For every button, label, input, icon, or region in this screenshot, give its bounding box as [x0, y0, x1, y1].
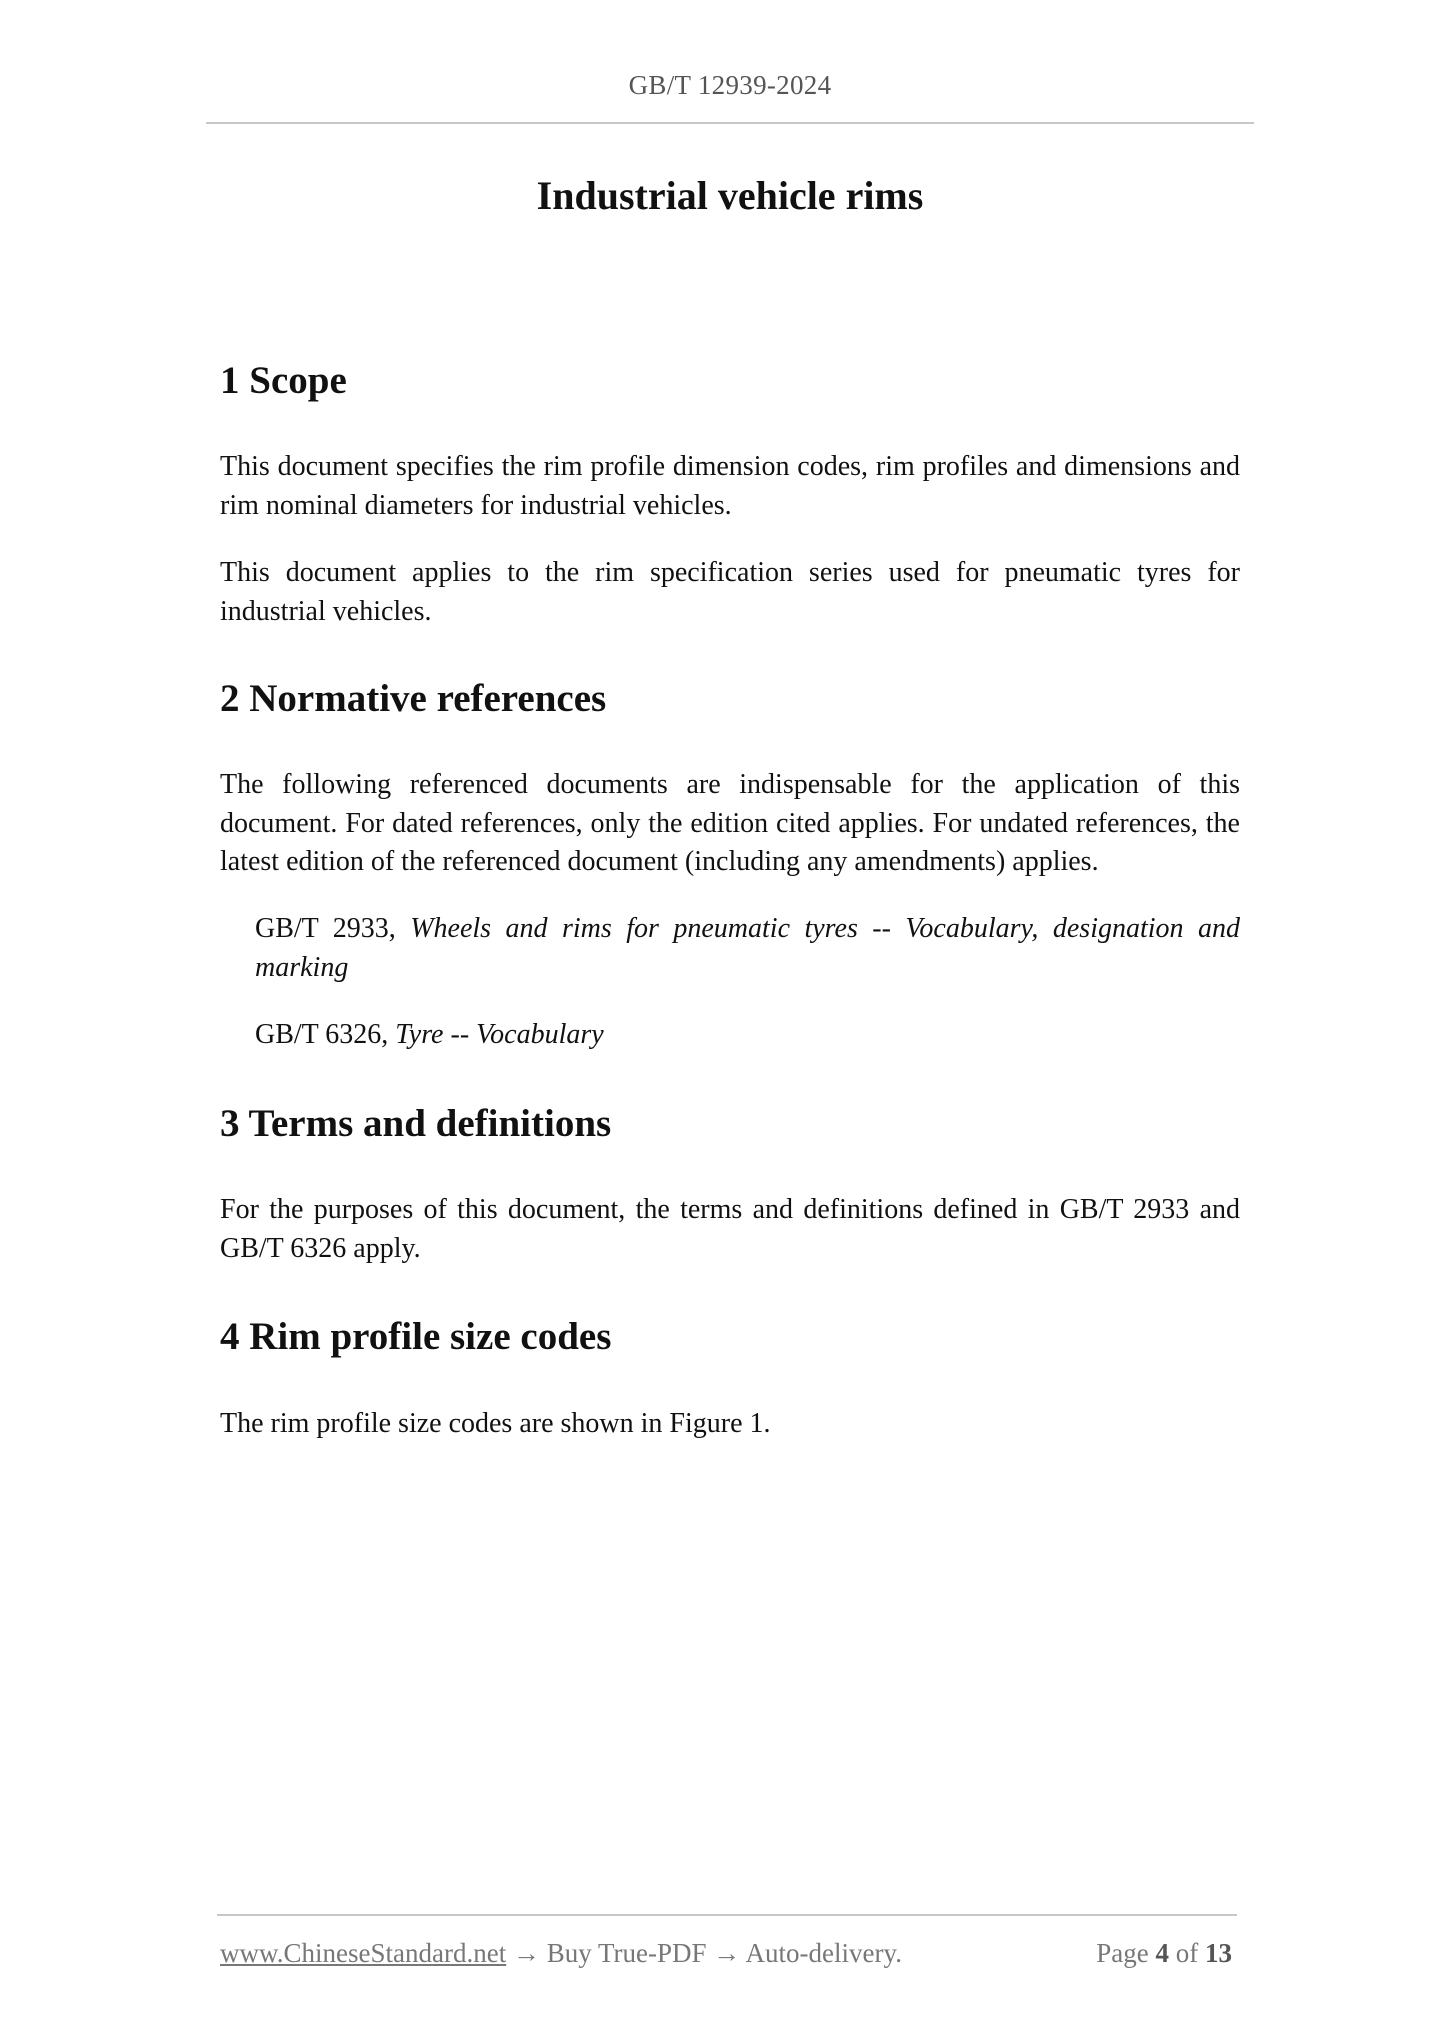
page-total: 13 [1205, 1938, 1232, 1968]
header-divider [206, 122, 1254, 124]
scope-paragraph-1: This document specifies the rim profile dimension codes, rim profiles and dimensions and rim nominal diameters for industrial vehicles. [220, 451, 1240, 521]
reference-code: GB/T 2933, [255, 913, 396, 944]
scope-paragraph-2: This document applies to the rim specification series used for pneumatic tyres for industrial vehicles. [220, 557, 1240, 627]
section-heading-terms-definitions: 3 Terms and definitions [220, 1102, 612, 1145]
reference-title: Tyre [395, 1019, 444, 1050]
arrow-right-icon: → [713, 1938, 741, 1968]
reference-gbt-2933 [255, 910, 1240, 987]
section-heading-scope: 1 Scope [220, 359, 347, 402]
normative-references-paragraph: The following referenced documents are indispensable for the application of this document. For dated references, only the edition cited applies. For undated references, the latest edition of the referenced document (including any amendments) applies. [220, 769, 1240, 877]
arrow-right-icon: → [512, 1938, 540, 1968]
reference-code: GB/T 6326, [255, 1019, 389, 1050]
website-link[interactable]: www.ChineseStandard.net [220, 1938, 507, 1968]
section-heading-rim-profile-size-codes: 4 Rim profile size codes [220, 1315, 612, 1358]
document-title: Industrial vehicle rims [536, 173, 924, 218]
section-heading-normative-references: 2 Normative references [220, 677, 607, 720]
terms-definitions-paragraph: For the purposes of this document, the terms and definitions defined in GB/T 2933 and GB/T 6326 apply. [220, 1194, 1240, 1264]
page-label: Page [1096, 1938, 1149, 1968]
reference-title: Wheels and rims for pneumatic tyres -- Vocabulary, designation and marking [255, 913, 1240, 983]
reference-separator: -- [443, 1019, 477, 1050]
auto-delivery-text: Auto-delivery. [745, 1938, 902, 1968]
buy-true-pdf-text: Buy True-PDF [546, 1938, 707, 1968]
page-of-label: of [1175, 1938, 1199, 1968]
footer-promo [220, 1938, 902, 1969]
running-header: GB/T 12939-2024 [628, 70, 832, 100]
page-current: 4 [1155, 1938, 1169, 1968]
reference-title: Vocabulary [476, 1019, 604, 1050]
page-number [1096, 1938, 1232, 1969]
rim-profile-size-codes-paragraph: The rim profile size codes are shown in Figure 1. [220, 1408, 771, 1439]
footer-divider [217, 1914, 1237, 1916]
reference-gbt-6326 [255, 1016, 1240, 1055]
